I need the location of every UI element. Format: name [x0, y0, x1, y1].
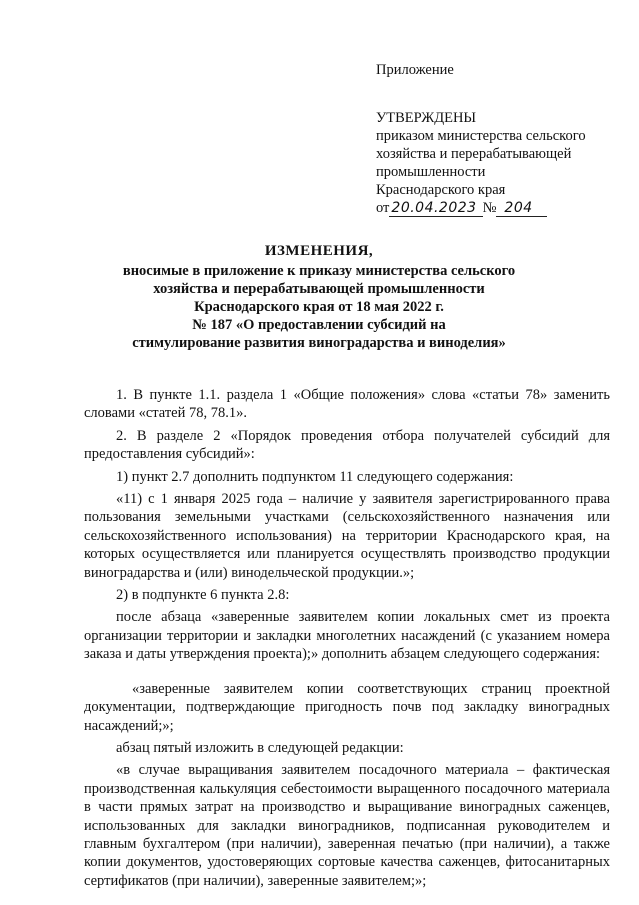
paragraph-9: «в случае выращивания заявителем посадочного материала – фактическая производственная калькуляция себестоимости выращенного посадочного материала в части прямых затрат на производство и выращивание виноградных саженцев, использованных для закладки виноградников, подписанная руководителем и главным бухгалтером (при наличии), заверенная печатью (при наличии), а также копии документов, удостоверяющих сортовые качества саженцев, фитосанитарных сертификатов (при наличии), заверенные заявителем;»;	[84, 762, 610, 889]
paragraph-1: 1. В пункте 1.1. раздела 1 «Общие положения» слова «статьи 78» заменить словами «статей 78, 78.1».	[84, 387, 610, 422]
title-line: хозяйства и перерабатывающей промышленности	[153, 281, 485, 297]
order-date-number	[376, 199, 626, 217]
paragraph-2: 2. В разделе 2 «Порядок проведения отбора получателей субсидий для предоставления субсидий»:	[84, 427, 610, 463]
order-line: промышленности	[376, 164, 486, 180]
approval-block	[376, 61, 626, 217]
paragraph-5: 2) в подпункте 6 пункта 2.8:	[116, 587, 290, 604]
order-line: хозяйства и перерабатывающей	[376, 146, 572, 162]
handwritten-date: 20.04.2023	[389, 201, 482, 217]
title-main: ИЗМЕНЕНИЯ,	[264, 243, 374, 259]
paragraph-3: 1) пункт 2.7 дополнить подпунктом 11 следующего содержания:	[116, 468, 514, 485]
order-line: Краснодарского края	[376, 182, 506, 198]
approved-heading: УТВЕРЖДЕНЫ	[376, 110, 477, 126]
paragraph-6: после абзаца «заверенные заявителем копии локальных смет из проекта организации территории и закладки многолетних насаждений (с указанием номера заказа и даты утверждения проекта);» дополнить абзацем следующего содержания:	[84, 609, 610, 663]
handwritten-number: 204	[496, 201, 546, 217]
document-title	[90, 242, 548, 352]
paragraph-7: «заверенные заявителем копии соответствующих страниц проектной документации, подтверждающие пригодность почв под закладку виноградных насаждений;»;	[84, 680, 610, 734]
title-line: вносимые в приложение к приказу министерства сельского	[122, 263, 516, 279]
order-line: приказом министерства сельского	[376, 128, 586, 144]
appendix-label: Приложение	[376, 62, 454, 78]
title-line: Краснодарского края от 18 мая 2022 г.	[194, 299, 444, 315]
title-line: № 187 «О предоставлении субсидий на	[192, 317, 446, 333]
title-line: стимулирование развития виноградарства и виноделия»	[132, 335, 506, 351]
date-prefix: от	[376, 200, 390, 216]
document-body	[84, 386, 610, 890]
paragraph-8: абзац пятый изложить в следующей редакции:	[116, 739, 404, 756]
number-prefix: №	[482, 200, 497, 216]
paragraph-4: «11) с 1 января 2025 года – наличие у заявителя зарегистрированного права пользования земельными участками (сельскохозяйственного назначения или сельскохозяйственного использования) на территории Краснодарского края, на которых осуществляется или планируется осуществлять производство продукции виноградарства и (или) винодельческой продукции.»;	[84, 491, 610, 581]
